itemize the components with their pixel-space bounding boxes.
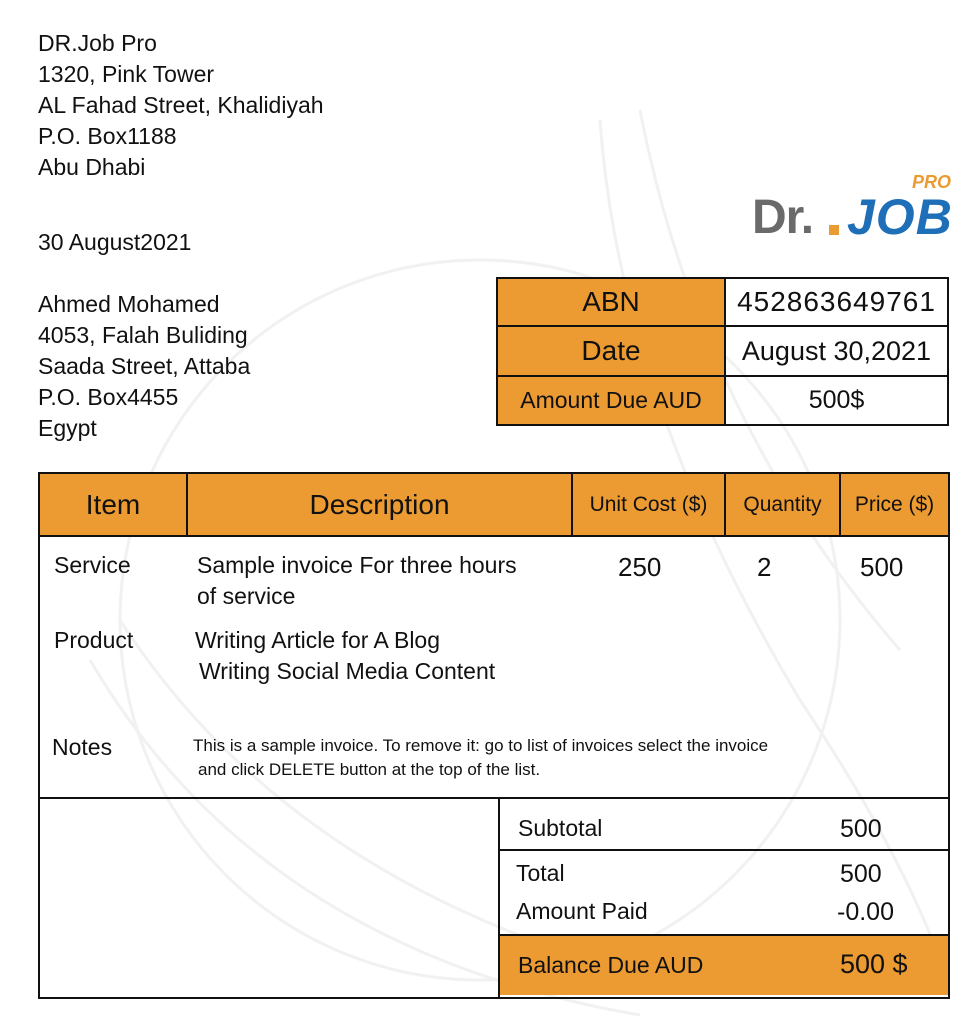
sender-line: 1320, Pink Tower bbox=[38, 61, 215, 87]
recipient-line: 4053, Falah Buliding bbox=[38, 322, 248, 348]
amount-paid-label: Amount Paid bbox=[516, 898, 648, 924]
sender-line: AL Fahad Street, Khalidiyah bbox=[38, 92, 324, 118]
balance-due-value: 500 $ bbox=[840, 949, 908, 979]
date-label: Date bbox=[498, 327, 726, 375]
subtotal-divider bbox=[500, 849, 948, 851]
balance-due-label: Balance Due AUD bbox=[518, 952, 704, 978]
header-item: Item bbox=[40, 474, 188, 535]
invoice-info-table bbox=[496, 277, 949, 426]
recipient-line: Saada Street, Attaba bbox=[38, 353, 251, 379]
product-item: Product bbox=[54, 627, 134, 653]
invoice-date: 30 August2021 bbox=[38, 229, 192, 255]
recipient-line: Egypt bbox=[38, 415, 97, 441]
date-value: August 30,2021 bbox=[741, 335, 932, 366]
sender-line: Abu Dhabi bbox=[38, 154, 146, 180]
totals-summary bbox=[498, 799, 948, 997]
logo-pro-text: PRO bbox=[912, 172, 952, 192]
items-table-header bbox=[40, 474, 948, 537]
total-value: 500 bbox=[840, 860, 882, 888]
recipient-line: P.O. Box4455 bbox=[38, 384, 179, 410]
brand-logo bbox=[752, 170, 952, 250]
service-quantity: 2 bbox=[757, 552, 772, 582]
date-row bbox=[498, 327, 947, 377]
header-quantity: Quantity bbox=[726, 474, 841, 535]
recipient-address bbox=[38, 289, 250, 444]
total-label: Total bbox=[516, 860, 565, 886]
logo-accent-mark bbox=[829, 225, 839, 235]
abn-value: 452863649761 bbox=[737, 286, 936, 317]
notes-line1: This is a sample invoice. To remove it: go to list of invoices select the invoice bbox=[193, 736, 769, 755]
service-unit-cost: 250 bbox=[618, 552, 662, 582]
logo-job-text: JOB bbox=[847, 189, 953, 245]
recipient-line: Ahmed Mohamed bbox=[38, 291, 220, 317]
amount-due-value: 500$ bbox=[808, 386, 865, 414]
sender-line: P.O. Box1188 bbox=[38, 123, 177, 149]
notes-line2: and click DELETE button at the top of the list. bbox=[198, 760, 541, 779]
product-description-line2: Writing Social Media Content bbox=[199, 658, 496, 684]
service-description-line1: Sample invoice For three hours bbox=[197, 552, 517, 578]
service-item: Service bbox=[54, 552, 131, 578]
header-price: Price ($) bbox=[854, 492, 935, 516]
header-description: Description bbox=[188, 474, 573, 535]
abn-row bbox=[498, 279, 947, 327]
amount-due-row bbox=[498, 377, 947, 424]
amount-due-label: Amount Due AUD bbox=[498, 377, 726, 424]
logo-dr-text: Dr. bbox=[752, 191, 814, 244]
header-unit-cost: Unit Cost ($) bbox=[573, 474, 726, 535]
product-description-line1: Writing Article for A Blog bbox=[195, 627, 441, 653]
subtotal-label: Subtotal bbox=[518, 815, 603, 841]
service-price: 500 bbox=[860, 552, 904, 582]
items-table bbox=[38, 472, 950, 999]
notes-label: Notes bbox=[52, 734, 113, 760]
service-description-line2: of service bbox=[197, 583, 296, 609]
balance-due-row bbox=[500, 934, 948, 995]
sender-address bbox=[38, 28, 324, 183]
sender-line: DR.Job Pro bbox=[38, 30, 157, 56]
abn-label: ABN bbox=[498, 279, 726, 325]
amount-paid-value: -0.00 bbox=[837, 898, 894, 926]
subtotal-value: 500 bbox=[840, 815, 882, 843]
